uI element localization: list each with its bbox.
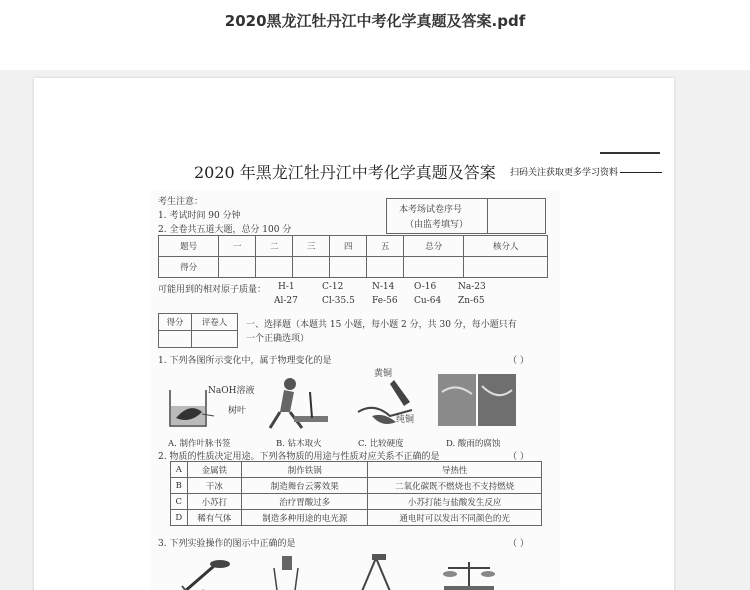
exam-title: 2020 年黑龙江牡丹江中考化学真题及答案 [194, 163, 496, 182]
score-row-label: 得分 [159, 257, 219, 278]
table-cell: 制造舞台云雾效果 [242, 478, 368, 494]
score-header-cell: 二 [256, 236, 293, 257]
score-table [158, 235, 548, 278]
score-cell [404, 257, 464, 278]
table-cell: 制造多种用途的电光源 [242, 510, 368, 526]
score-header-cell: 总分 [404, 236, 464, 257]
leaf-label: 树叶 [228, 406, 247, 416]
score-header-cell: 一 [219, 236, 256, 257]
answer-paren: （ ） [508, 452, 529, 462]
table-cell: 稀有气体 [187, 510, 242, 526]
document-title: 2020黑龙江牡丹江中考化学真题及答案.pdf [224, 12, 526, 30]
table-cell: 干冰 [187, 478, 242, 494]
score-header-cell: 题号 [159, 236, 219, 257]
seat-box-line1: 本考场试卷序号 [399, 205, 463, 215]
question-3: 3. 下列实验操作的图示中正确的是 [158, 539, 296, 549]
q1-option-b: B. 钻木取火 [276, 439, 322, 449]
score-cell [330, 257, 367, 278]
table-cell: 金属铁 [187, 462, 242, 478]
lab-figure-b [254, 552, 320, 590]
table-cell: 导热性 [368, 462, 542, 478]
atomic-mass: C-12 [322, 282, 344, 292]
grader-header-cell: 得分 [159, 314, 192, 331]
atomic-mass: Cl-35.5 [322, 296, 355, 306]
brass-label: 黄铜 [374, 369, 393, 379]
atomic-mass: Al-27 [274, 296, 298, 306]
question-1: 1. 下列各图所示变化中，属于物理变化的是 [158, 356, 332, 366]
hardness-figure [350, 372, 428, 432]
atomic-mass: Zn-65 [458, 296, 485, 306]
seat-number-box [386, 198, 546, 234]
table-cell: 小苏打能与盐酸发生反应 [368, 494, 542, 510]
grader-cell [192, 331, 238, 348]
answer-paren: （ ） [508, 356, 529, 366]
score-header-cell: 核分人 [464, 236, 548, 257]
qr-note: 扫码关注获取更多学习资料 [510, 168, 619, 178]
table-row [171, 510, 542, 526]
score-cell [219, 257, 256, 278]
page-header [194, 160, 664, 184]
lab-figure-d [436, 552, 502, 590]
table-cell: 通电时可以发出不同颜色的光 [368, 510, 542, 526]
table-cell: D [171, 510, 188, 526]
q1-option-a: A. 制作叶脉书签 [168, 439, 231, 449]
grader-cell [159, 331, 192, 348]
atomic-mass: H-1 [278, 282, 295, 292]
table-cell: 治疗胃酸过多 [242, 494, 368, 510]
table-cell: A [171, 462, 188, 478]
property-table [170, 461, 542, 526]
table-row [171, 462, 542, 478]
atomic-mass: Cu-64 [414, 296, 442, 306]
viewer-toolbar [0, 0, 750, 70]
scanned-exam-image [150, 190, 560, 590]
grader-table [158, 313, 238, 348]
atomic-mass: Na-23 [458, 282, 486, 292]
score-cell [367, 257, 404, 278]
beaker-figure [162, 372, 240, 432]
table-cell: B [171, 478, 188, 494]
atomic-mass: O-16 [414, 282, 437, 292]
naoh-label: NaOH溶液 [208, 386, 255, 396]
table-row [171, 478, 542, 494]
table-cell: C [171, 494, 188, 510]
seat-box-line2: （由监考填写） [405, 220, 469, 230]
score-header-cell: 五 [367, 236, 404, 257]
table-row [159, 314, 238, 331]
drill-fire-figure [260, 372, 338, 432]
section-1-heading: 一、选择题（本题共 15 小题，每小题 2 分，共 30 分，每小题只有 [246, 320, 517, 330]
table-cell: 制作铁锅 [242, 462, 368, 478]
atomic-mass: N-14 [372, 282, 395, 292]
notice-2: 2. 全卷共五道大题，总分 100 分 [158, 225, 292, 235]
section-1-heading-cont: 一个正确选项） [246, 334, 310, 344]
header-rule [620, 172, 662, 173]
grader-header-cell: 评卷人 [192, 314, 238, 331]
answer-paren: （ ） [508, 539, 529, 549]
lab-figure-a [174, 552, 240, 590]
scan-top-mark [600, 152, 660, 154]
acid-rain-photos [438, 372, 516, 432]
score-header-cell: 三 [293, 236, 330, 257]
question-2: 2. 物质的性质决定用途。下列各物质的用途与性质对应关系不正确的是 [158, 452, 440, 462]
score-header-cell: 四 [330, 236, 367, 257]
atomic-mass-label: 可能用到的相对原子质量： [158, 285, 267, 295]
notice-1: 1. 考试时间 90 分钟 [158, 211, 241, 221]
q1-option-c: C. 比较硬度 [358, 439, 404, 449]
table-row [171, 494, 542, 510]
q1-option-d: D. 酸雨的腐蚀 [446, 439, 501, 449]
score-cell [256, 257, 293, 278]
score-cell [293, 257, 330, 278]
table-cell: 二氧化碳既不燃烧也不支持燃烧 [368, 478, 542, 494]
notice-title: 考生注意： [158, 197, 204, 207]
table-row [159, 236, 548, 257]
table-cell: 小苏打 [187, 494, 242, 510]
lab-figure-c [346, 552, 412, 590]
score-cell [464, 257, 548, 278]
pdf-page[interactable] [34, 78, 674, 590]
seat-box-divider [487, 199, 488, 233]
table-row [159, 331, 238, 348]
atomic-mass: Fe-56 [372, 296, 398, 306]
table-row [159, 257, 548, 278]
copper-label: 纯铜 [396, 415, 415, 425]
